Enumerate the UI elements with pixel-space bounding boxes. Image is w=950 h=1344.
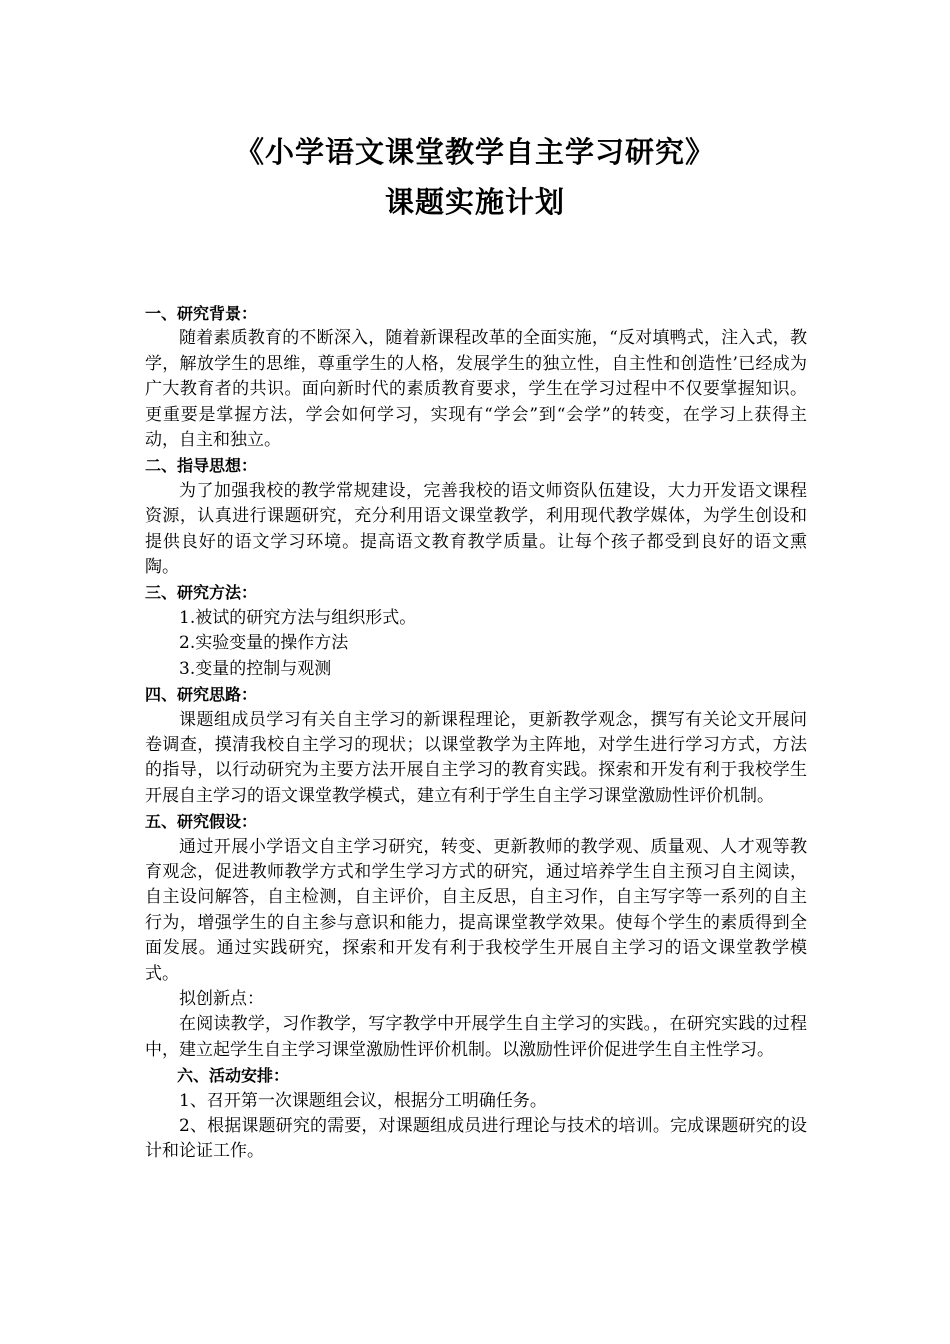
section-text-approach: 课题组成员学习有关自主学习的新课程理论，更新教学观念，撰写有关论文开展问卷调查，摸清我校自主学习的现状；以课堂教学为主阵地，对学生进行学习方式，方法的指导，以行动研究为主要方法开展自主学习的教育实践。探索和开发有利于我校学生开展自主学习的语文课堂教学模式，建立有利于学生自主学习课堂激励性评价机制。 (145, 709, 807, 806)
document-body (145, 301, 807, 1165)
section-heading-hypothesis: 五、研究假设： (145, 812, 258, 832)
section-text-hypothesis: 通过开展小学语文自主学习研究，转变、更新教师的教学观、质量观、人才观等教育观念，促进教师教学方式和学生学习方式的研究，通过培养学生自主预习自主阅读，自主设问解答，自主检测，自主评价，自主反思，自主习作，自主写字等一系列的自主行为，增强学生的自主参与意识和能力，提高课堂教学效果。使每个学生的素质得到全面发展。通过实践研究，探索和开发有利于我校学生开展自主学习的语文课堂教学模式。 (145, 836, 807, 984)
section-heading-approach: 四、研究思路： (145, 685, 258, 705)
section-text-guiding: 为了加强我校的教学常规建设，完善我校的语文师资队伍建设，大力开发语文课程资源，认真进行课题研究，充分利用语文课堂教学，利用现代教学媒体，为学生创设和提供良好的语文学习环境。提高语文教育教学质量。让每个孩子都受到良好的语文熏陶。 (145, 480, 807, 578)
section-heading-activities: 六、活动安排： (177, 1066, 290, 1086)
innovation-text: 在阅读教学，习作教学，写字教学中开展学生自主学习的实践。，在研究实践的过程中，建立起学生自主学习课堂激励性评价机制。以激励性评价促进学生自主性学习。 (145, 1014, 807, 1060)
innovation-label: 拟创新点： (179, 988, 264, 1009)
section-heading-guiding: 二、指导思想： (145, 456, 258, 476)
document-subtitle: 课题实施计划 (384, 185, 565, 219)
method-item: 3.变量的控制与观测 (179, 658, 332, 679)
method-item: 1.被试的研究方法与组织形式。 (179, 607, 417, 628)
section-text-background: 随着素质教育的不断深入，随着新课程改革的全面实施，“反对填鸭式，注入式，教学，解放学生的思维，尊重学生的人格，发展学生的独立性，自主性和创造性’已经成为广大教育者的共识。面向新时代的素质教育要求，学生在学习过程中不仅要掌握知识。更重要是掌握方法，学会如何学习，实现有“学会”到“会学”的转变，在学习上获得主动，自主和独立。 (145, 328, 807, 451)
activity-item: 2、根据课题研究的需要，对课题组成员进行理论与技术的培训。完成课题研究的设计和论证工作。 (145, 1116, 807, 1162)
method-item: 2.实验变量的操作方法 (179, 633, 349, 654)
activity-item: 1、召开第一次课题组会议，根据分工明确任务。 (179, 1090, 547, 1111)
section-heading-methods: 三、研究方法： (145, 583, 258, 603)
document-title: 《小学语文课堂教学自主学习研究》 (234, 135, 715, 169)
section-heading-background: 一、研究背景： (145, 304, 258, 323)
